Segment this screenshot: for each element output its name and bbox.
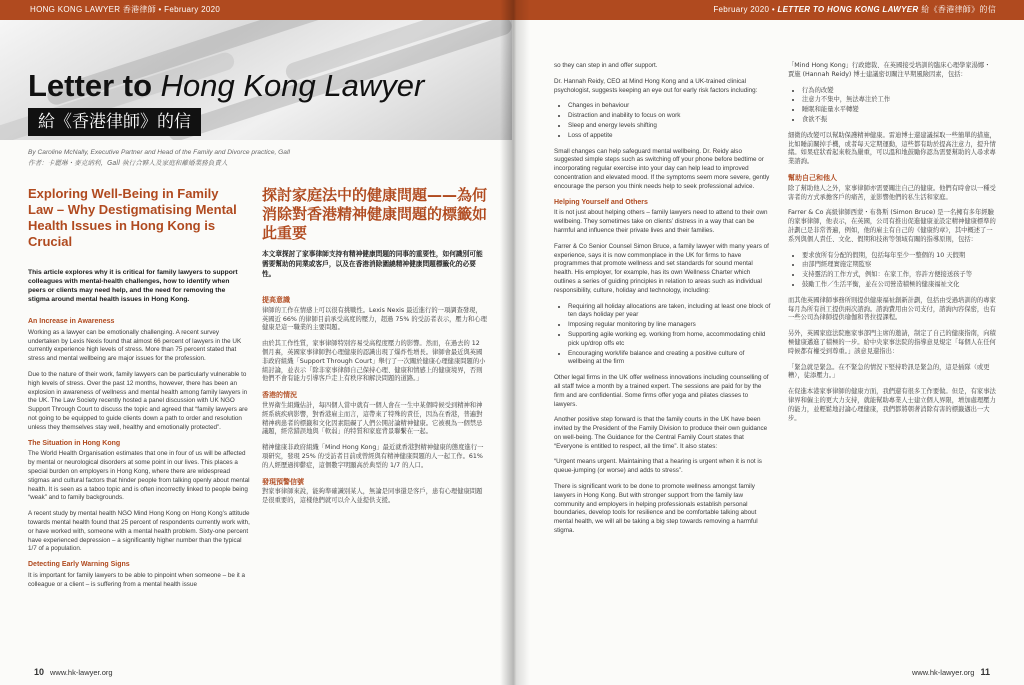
list-item: • Loss of appetite [568, 132, 772, 141]
byline-en: By Caroline McNally, Executive Partner and Head of the Family and Divorce practice, Gall [28, 149, 290, 156]
article-title-zh: 給《香港律師》的信 [28, 108, 201, 136]
lead-en: This article explores why it is critical for family lawyers to support colleagues with mental-health challenges, how to identify when peers or clients may need help, and the need for removing the stigma around mental health issues in Hong Kong. [28, 269, 238, 303]
paragraph: 由於其工作性質，家事律師特別容易受高程度壓力的影響。然而，在過去的 12 個月裏，英國家事律師對心理健康的認識出現了爆炸性增長。律師會最近與英國非政府組織「Support Through Court」舉行了一次關於健康心理健康問題的小組討論，並表示「除非家事律師自己保持心理、健康和情感上的健康境界，否則他們不會有能力引導客戶走上有秩序和解決問題的道路。」 [262, 340, 486, 383]
paragraph: Farrer & Co Senior Counsel Simon Bruce, a family lawyer with many years of experience, says it is now commonplace in the UK for firms to have programmes that promote wellness and set standards for sound mental health. His employer, for example, has its own Wellness Charter which outlines a series of guiding principles in relation to areas such as individual responsibility, culture, holiday and technology, including: [554, 242, 769, 294]
paragraph: 精神健康非政府組織「Mind Hong Kong」最近就香港對精神健康的態度進行一項研究，發現 25% 的受訪者目前或曾經與有精神健康問題的人一起工作。61% 的人經歷過抑鬱症，這個數字明顯高於典型的 1/7 的人口。 [262, 444, 484, 469]
list-item: • Encouraging work/life balance and creating a positive culture of wellbeing at the firm [568, 350, 772, 368]
section-heading: 香港的情況 [262, 391, 297, 400]
section-heading: 幫助自己和他人 [788, 173, 837, 182]
footer-url-right: www.hk-lawyer.org [911, 668, 975, 677]
list-item: • 要求放所有分配的假期，包括每年至少一整個的 10 天假期 [802, 252, 996, 261]
paragraph: 對家事律師來說，能夠準確識別某人，無論是同事還是客戶，患有心理健康問題是很重要的，這樣他們就可以介入並提供支援。 [262, 488, 483, 505]
list-item: • 行為的改變 [802, 87, 996, 96]
section-heading: 發現預警信號 [262, 477, 304, 486]
bullet-list [802, 252, 996, 290]
page-gutter [500, 0, 530, 685]
bullet-list [802, 87, 996, 125]
paragraph: A recent study by mental health NGO Mind Hong Kong on Hong Kong’s attitude towards mental health found that 25 percent of respondents currently work with, or have worked with, someone with a mental health problem. Sixty-one percent have experienced depression – a significantly higher number than the typical 1/7 of a population. [28, 510, 250, 553]
paragraph: Other legal firms in the UK offer wellness innovations including counselling of all staff twice a month by a trained expert. The sessions are paid for by the firm and are confidential. Some firms offer yoga and pilates classes to lawyers. [554, 374, 769, 408]
right-en-column [554, 62, 772, 543]
paragraph: The World Health Organisation estimates that one in four of us will be affected by mental or neurological disorders at some point in our lives. This places a special burden on employers in Hong Kong, where there are widespread stigmas and cultural factors that hinder people from talking openly about mental health. It is seen as a taboo topic and is often incorrectly linked to people being “weak” and to family backgrounds. [28, 450, 250, 502]
list-item: • Distraction and inability to focus on work [568, 112, 772, 121]
list-item: • Requiring all holiday allocations are taken, including at least one block of ten days holiday per year [568, 303, 772, 321]
lead-zh: 本文章探討了家事律師支持有精神健康問題的同事的重要性，如何識別可能需要幫助的同業或客戶，以及在香港消除圍繞精神健康問題標籤化的必要性。 [262, 250, 483, 278]
paragraph: Working as a lawyer can be emotionally challenging. A recent survey undertaken by Lexis Nexis found that almost 66 percent of lawyers in the UK currently experience high levels of stress. More than 75 percent stated that stress and mental wellbeing are major issues for the profession. [28, 328, 242, 363]
paragraph: Dr. Hannah Reidy, CEO at Mind Hong Kong and a UK-trained clinical psychologist, suggests keeping an eye out for early risk factors including: [554, 77, 758, 94]
headline-zh: 探討家庭法中的健康問題——為何消除對香港精神健康問題的標籤如此重要 [262, 186, 488, 242]
byline-zh: 作者：卡麗琳・麥克納利，Gall 執行合夥人及家庭和離婚業務負責人 [28, 159, 228, 167]
left-page-header: HONG KONG LAWYER 香港律師 • February 2020 [0, 0, 518, 20]
list-item: • Supporting agile working eg. working from home, accommodating child pick up/drop offs etc [568, 331, 772, 349]
paragraph: 另外，英國家庭法院應家事部門主席的邀請，制定了自己的健康指南，向積極健康邁進了積極的一步。給中央家事法院的指導意見規定「每個人在任何時候都有權受到尊重。」該意見還指出： [788, 330, 996, 355]
paragraph: 世界衛生組織估計，每四個人當中就有一個人會在一生中某個時候受到精神和神經系統疾病影響，對香港雇主而言，這帶來了特殊的責任，因為在香港，普遍對精神病患者的標籤和文化因素阻礙了人們公開討論精神健康。它被視為一個禁忌議題，經常錯誤地與「軟弱」的特質和家庭背景聯繫在一起。 [262, 401, 483, 436]
headline-en: Exploring Well-Being in Family Law – Why Destigmatising Mental Health Issues in Hong Kong is Crucial [28, 186, 237, 249]
bullet-list [568, 303, 772, 368]
list-item: • Imposing regular monitoring by line managers [568, 321, 772, 330]
header-title: LETTER TO HONG KONG LAWYER [777, 5, 919, 14]
paragraph: 「Mind Hong Kong」行政總裁、在英國接受培訓的臨床心理學家湯娜・賈施 (Hannah Reidy) 博士建議密切關注早期風險因素，包括： [788, 62, 991, 78]
list-item: • 由部門經理實施定期監察 [802, 261, 996, 270]
paragraph: 除了幫助他人之外，家事律師亦需要關注自己的健康。他們有時會以一種受害者的方式承擔客戶的痛苦，並影響他們的私生活和家庭。 [788, 184, 996, 201]
paragraph: 細微的改變可以幫助保護精神健康。雷迪博士還建議採取一些簡單的措施，比如睡前關掉手機，或者每天定期運動，這些都有助於提高注意力，提升情緒。如果症狀看起來較為嚴重，可以溫和地鼓勵你認為需要幫助的人尋求專業諮詢。 [788, 131, 996, 166]
left-footer [28, 667, 113, 677]
list-item: • 注意力不集中，無法專注於工作 [802, 96, 996, 105]
paragraph: 在促進本港家事律師的健康方面，我們還有很多工作要做。但是，有家事法律界和僱主的更大力支持，就能幫助專業人士建立個人界限，增加處理壓力的能力，並輕鬆地討論心理健康，我們都將朝著消除有害的標籤邁出一大步。 [788, 388, 996, 422]
section-heading: The Situation in Hong Kong [28, 439, 121, 447]
title-bold: Letter to [28, 68, 161, 103]
paragraph: Another positive step forward is that the family courts in the UK have been invited by the President of the Family Division to produce their own guidance on well-being. The Guidance for the Central Family Court states that “Everyone is entitled to respect, all the time”. It also states: [554, 416, 768, 450]
header-zh: 給《香港律師》的信 [918, 5, 996, 14]
title-light: Hong Kong Lawyer [160, 68, 425, 103]
article-title [28, 68, 424, 104]
list-item: • 支持靈活的工作方式，例如：在家工作，容許方便接送孩子等 [802, 271, 996, 280]
paragraph: 而其他英國律師事務所則提供健康福祉創新計劃，包括由受過培訓的的專家每月為所有員工提供兩次諮詢。諮詢費用由公司支付，諮詢內容保密，也有一些公司為律師提供瑜伽和普拉提課程。 [788, 296, 996, 322]
list-item: • 食欲不振 [802, 116, 996, 125]
paragraph: It is important for family lawyers to be able to pinpoint when someone – be it a colleague or a client – is suffering from a mental health issue [28, 571, 246, 588]
paragraph: Due to the nature of their work, family lawyers can be particularly vulnerable to high levels of stress. Over the past 12 months, however, there has been an explosion in awareness of wellness and mental health among family lawyers in the UK. The Law Society recently hosted a panel discussion with UK NGO Support Through Court to discuss the topic and agreed that “family lawyers are not going to be equipped to guide clients down a path to order and resolution unless they themselves stay well, healthy and emotionally protected”. [28, 370, 248, 431]
section-heading: Detecting Early Warning Signs [28, 561, 130, 569]
right-page-header [512, 0, 1024, 20]
list-item: • 睡眠和能量水平轉變 [802, 106, 996, 115]
byline [28, 148, 498, 168]
paragraph: so they can step in and offer support. [554, 62, 658, 69]
paragraph: Farrer & Co 高級律師西蒙・布魯斯 (Simon Bruce) 是一名擁有多年經驗的家事律師，他表示，在英國，公司有推出促進健康並設定精神健康標準的計劃已是非常普遍，例如，他的雇主有自己的《健康約章》，其中概述了一系列與個人責任、文化、假期和技術等領域有關的指導原則，包括： [788, 209, 996, 243]
page-number-right: 11 [980, 667, 990, 677]
right-page [512, 0, 1024, 685]
paragraph: 「緊急就是緊急。在不緊急的情況下堅持聆訊是緊急的，這是插隊（或更糟），徒添壓力。」 [788, 363, 990, 380]
paragraph: “Urgent means urgent. Maintaining that a hearing is urgent when it is not is queue-jumping (or worse) and adds to stress”. [554, 458, 762, 475]
list-item: • Changes in behaviour [568, 102, 772, 111]
list-item: • 鼓勵工作／生活平衡，並在公司營造積極的健康福祉文化 [802, 281, 996, 290]
section-heading: 提高意識 [262, 296, 290, 304]
bullet-list [568, 102, 772, 140]
left-en-column [28, 314, 250, 597]
right-zh-column [788, 62, 996, 430]
paragraph: There is significant work to be done to promote wellness amongst family lawyers in Hong Kong. But with stronger support from the family law community and employers in helping professionals establish personal boundaries, develop tools for resilience and be comfortable talking about mental health, we will all be taking a big step towards removing a harmful stigma. [554, 483, 758, 535]
right-footer [912, 667, 996, 677]
paragraph: Small changes can help safeguard mental wellbeing. Dr. Reidy also suggested simple steps such as switching off your phone before bedtime or incorporating regular exercise into your day can help lead to improved concentration and elevated mood. If the symptoms seem more severe, gently encourage the person you think needs help to seek professional advice. [554, 147, 770, 190]
paragraph: 律師的工作在情感上可以很有挑戰性。Lexis Nexis 最近進行的一項調查發現，英國近 66% 的律師目前承受高度的壓力，超過 75% 的受訪者表示，壓力和心理健康是這一職業的主要問題。 [262, 306, 487, 332]
list-item: • Sleep and energy levels shifting [568, 122, 772, 131]
paragraph: It is not just about helping others – family lawyers need to attend to their own wellbeing. They sometimes take on clients’ distress in a way that can be harmful and influence their private lives and their families. [554, 209, 768, 234]
left-zh-column [262, 292, 487, 513]
header-prefix: February 2020 • [713, 5, 778, 14]
footer-url-left: www.hk-lawyer.org [50, 668, 113, 677]
section-heading: An Increase in Awareness [28, 318, 115, 325]
section-heading: Helping Yourself and Others [554, 198, 648, 206]
page-number-left: 10 [34, 667, 45, 677]
